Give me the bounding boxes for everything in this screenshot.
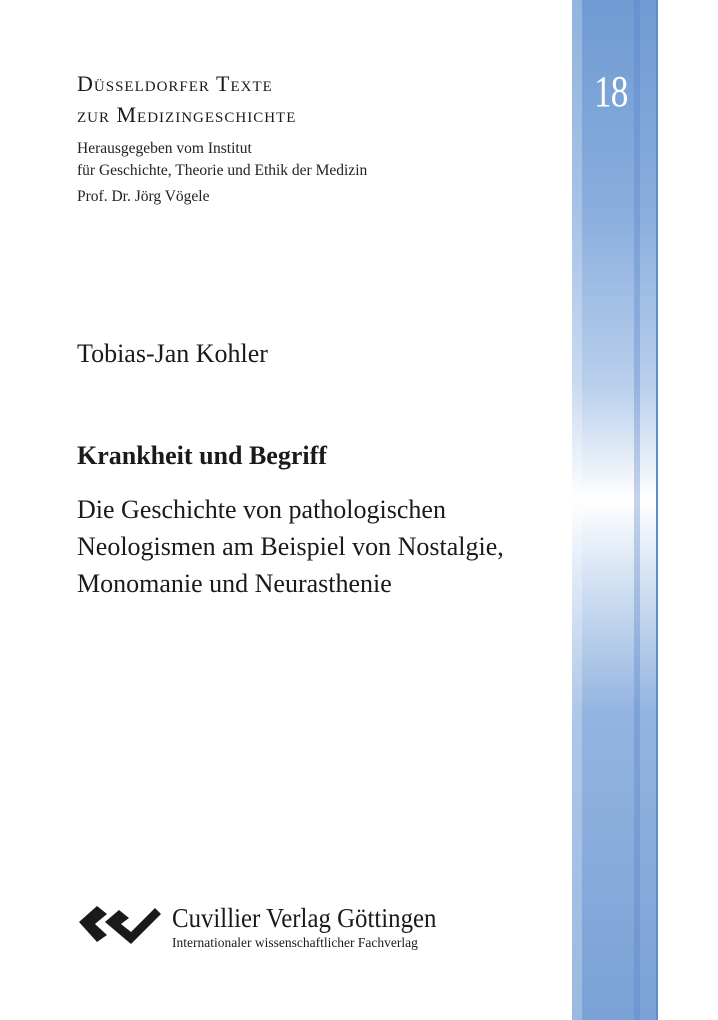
volume-number: 18 bbox=[594, 67, 628, 116]
editor-line-1: Herausgegeben vom Institut bbox=[77, 140, 252, 157]
editor-name: Prof. Dr. Jörg Vögele bbox=[77, 188, 210, 205]
book-title: Krankheit und Begriff bbox=[77, 441, 327, 470]
subtitle-line-3: Monomanie und Neurasthenie bbox=[77, 569, 392, 598]
editor-block bbox=[77, 138, 367, 208]
publisher-logo-icon bbox=[77, 902, 161, 944]
right-margin bbox=[658, 0, 718, 1020]
spine-highlight-stripe bbox=[572, 0, 582, 1020]
spine-shadow-stripe bbox=[634, 0, 640, 1020]
publisher-tagline: Internationaler wissenschaftlicher Fachverlag bbox=[172, 935, 418, 950]
spine-band bbox=[572, 0, 658, 1020]
subtitle-line-2: Neologismen am Beispiel von Nostalgie, bbox=[77, 532, 504, 561]
series-title bbox=[77, 68, 296, 130]
publisher-name: Cuvillier Verlag Göttingen bbox=[172, 903, 437, 933]
editor-line-2: für Geschichte, Theorie und Ethik der Medizin bbox=[77, 162, 368, 179]
book-subtitle bbox=[77, 491, 504, 602]
author-name: Tobias-Jan Kohler bbox=[77, 339, 268, 368]
series-title-line-1: Düsseldorfer Texte bbox=[77, 71, 273, 96]
series-title-line-2: zur Medizingeschichte bbox=[77, 102, 297, 127]
subtitle-line-1: Die Geschichte von pathologischen bbox=[77, 495, 446, 524]
